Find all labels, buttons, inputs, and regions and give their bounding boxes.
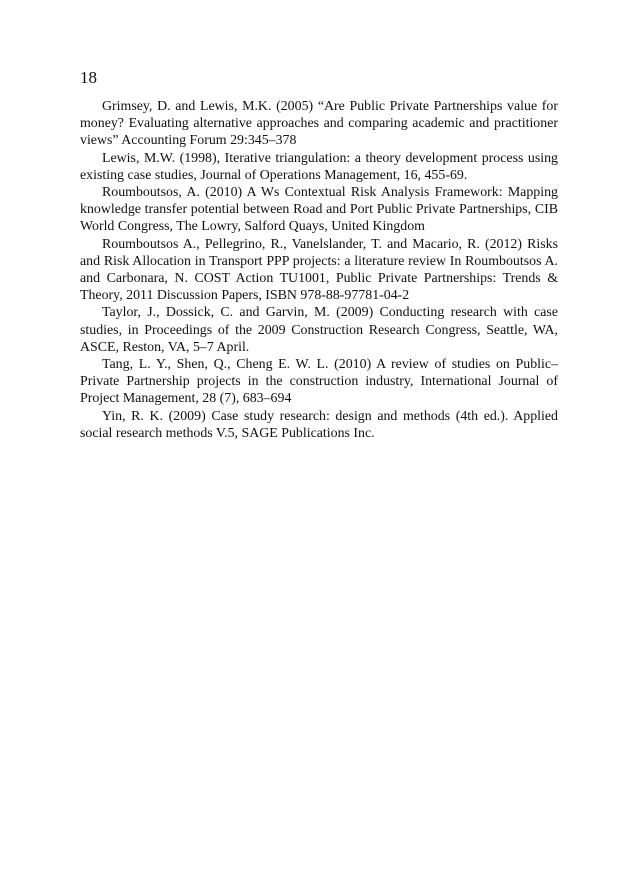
reference-entry: Yin, R. K. (2009) Case study research: design and methods (4th ed.). Applied social research methods V.5, SAGE Publications Inc. [80, 408, 558, 441]
reference-entry: Grimsey, D. and Lewis, M.K. (2005) “Are Public Private Partnerships value for money? Evaluating alternative approaches and comparing academic and practitioner views” Accounting Forum 29:345–378 [80, 99, 558, 149]
reference-entry: Roumboutsos A., Pellegrino, R., Vanelslander, T. and Macario, R. (2012) Risks and Risk Allocation in Transport PPP projects: a literature review In Roumboutsos A. and Carbonara, N. COST Action TU1001, Public Private Partnerships: Trends & Theory, 2011 Discussion Papers, ISBN 978-88-97781-04-2 [80, 236, 558, 304]
reference-entry: Lewis, M.W. (1998), Iterative triangulation: a theory development process using existing case studies, Journal of Operations Management, 16, 455-69. [80, 150, 558, 183]
page-number: 18 [80, 68, 97, 87]
reference-entry: Roumboutsos, A. (2010) A Ws Contextual Risk Analysis Framework: Mapping knowledge transfer potential between Road and Port Public Private Partnerships, CIB World Congress, The Lowry, Salford Quays, United Kingdom [80, 185, 558, 235]
reference-entry: Tang, L. Y., Shen, Q., Cheng E. W. L. (2010) A review of studies on Public–Private Partnership projects in the construction industry, International Journal of Project Management, 28 (7), 683–694 [80, 357, 558, 407]
reference-entry: Taylor, J., Dossick, C. and Garvin, M. (2009) Conducting research with case studies, in Proceedings of the 2009 Construction Research Congress, Seattle, WA, ASCE, Reston, VA, 5–7 April. [80, 305, 558, 355]
reference-list [80, 98, 558, 442]
